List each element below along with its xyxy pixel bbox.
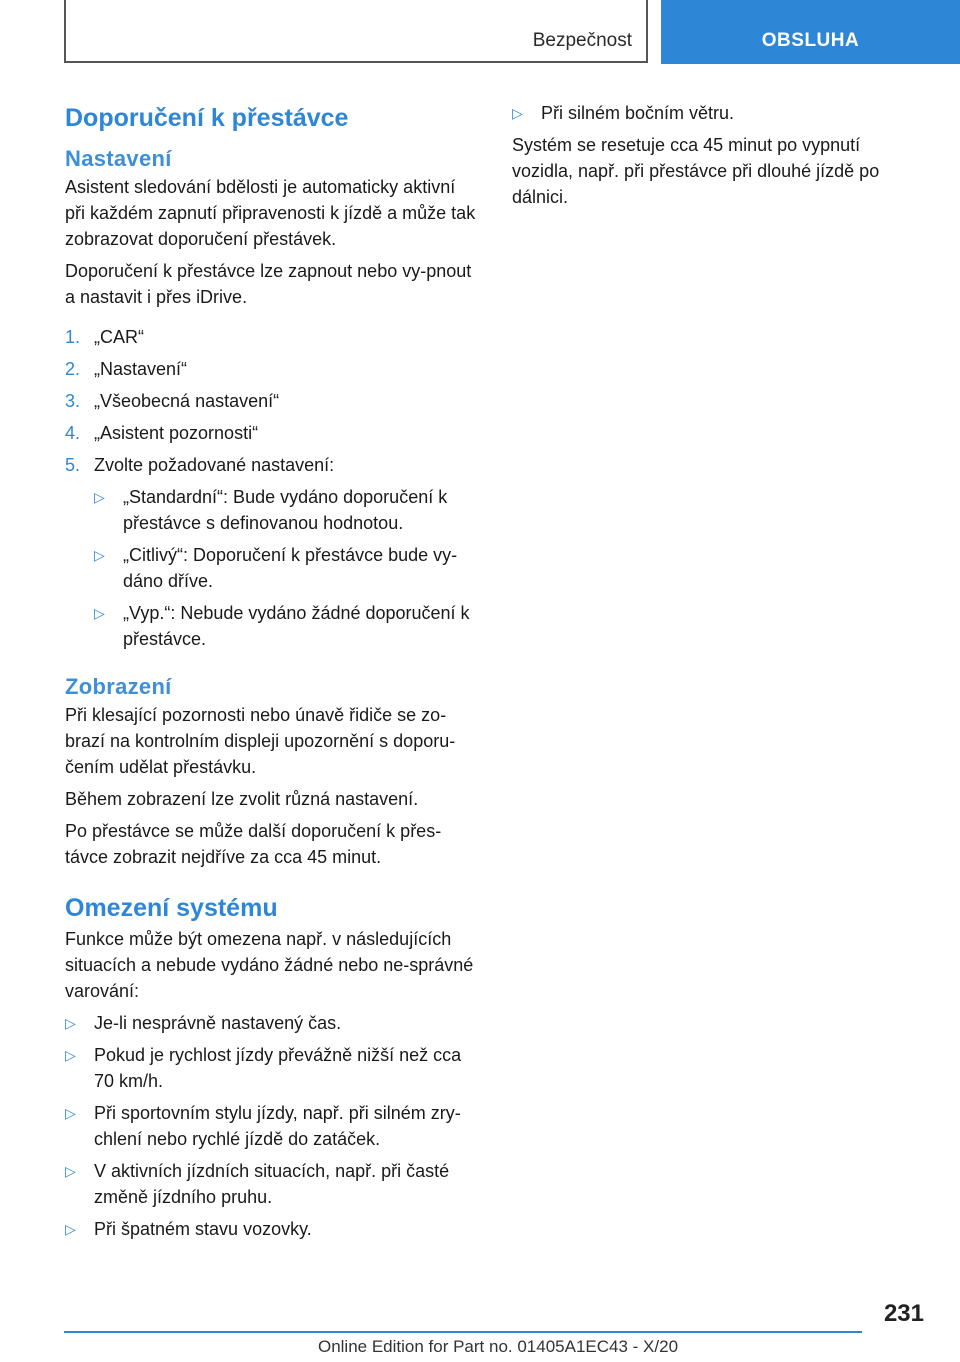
list-item	[65, 356, 480, 382]
triangle-bullet-icon: ▷	[94, 605, 105, 621]
list-item	[94, 484, 480, 536]
step-number: 4.	[65, 423, 81, 443]
paragraph: Asistent sledování bdělosti je automaticky aktivní při každém zapnutí připravenosti k jízdě a může tak zobrazovat doporučení přestávek.	[65, 177, 476, 249]
heading-break-recommendation: Doporučení k přestávce	[65, 104, 349, 132]
list-item	[94, 542, 480, 594]
option-text: „Standardní“: Bude vydáno doporučení k přestávce s definovanou hodnotou.	[123, 487, 448, 533]
paragraph: Během zobrazení lze zvolit různá nastavení.	[65, 789, 419, 809]
list-item	[94, 600, 480, 652]
list-item	[65, 1042, 480, 1094]
list-item	[512, 100, 912, 126]
limit-text: Je-li nesprávně nastavený čas.	[94, 1013, 342, 1033]
left-column	[65, 100, 480, 1242]
list-item	[65, 1158, 480, 1210]
step-text: „CAR“	[94, 327, 144, 347]
paragraph: Při klesající pozornosti nebo únavě řidiče se zo-brazí na kontrolním displeji upozornění s doporu-čením udělat přestávku.	[65, 705, 456, 777]
step-number: 1.	[65, 327, 81, 347]
step-text: „Všeobecná nastavení“	[94, 391, 280, 411]
limit-text: V aktivních jízdních situacích, např. při časté změně jízdního pruhu.	[94, 1161, 450, 1207]
triangle-bullet-icon: ▷	[94, 489, 105, 505]
header-chapter-tab	[661, 0, 960, 64]
list-item	[65, 324, 480, 350]
triangle-bullet-icon: ▷	[65, 1221, 76, 1237]
limits-list	[65, 1010, 480, 1242]
page-number: 231	[883, 1300, 924, 1327]
limit-text: Při silném bočním větru.	[541, 103, 735, 123]
header-section-box	[64, 0, 648, 63]
step-text: „Asistent pozornosti“	[94, 423, 259, 443]
option-text: „Citlivý“: Doporučení k přestávce bude vy-dáno dříve.	[123, 545, 458, 591]
header-section-title: Bezpečnost	[532, 30, 632, 51]
paragraph: Funkce může být omezena např. v následujících situacích a nebude vydáno žádné nebo ne-správné varování:	[65, 929, 474, 1001]
limit-text: Pokud je rychlost jízdy převážně nižší než cca 70 km/h.	[94, 1045, 462, 1091]
steps-list	[65, 324, 480, 652]
step-text: „Nastavení“	[94, 359, 188, 379]
right-column	[512, 100, 912, 210]
step-text: Zvolte požadované nastavení:	[94, 455, 335, 475]
heading-display: Zobrazení	[65, 674, 172, 699]
paragraph: Po přestávce se může další doporučení k přes-távce zobrazit nejdříve za cca 45 minut.	[65, 821, 442, 867]
triangle-bullet-icon: ▷	[65, 1163, 76, 1179]
triangle-bullet-icon: ▷	[65, 1105, 76, 1121]
list-item	[65, 420, 480, 446]
triangle-bullet-icon: ▷	[65, 1015, 76, 1031]
header-chapter-title: OBSLUHA	[761, 30, 860, 51]
list-item	[65, 1216, 480, 1242]
paragraph: Doporučení k přestávce lze zapnout nebo vy-pnout a nastavit i přes iDrive.	[65, 261, 472, 307]
triangle-bullet-icon: ▷	[512, 105, 523, 121]
list-item	[65, 452, 480, 478]
limit-text: Při sportovním stylu jízdy, např. při silném zry-chlení nebo rychlé jízdě do zatáček.	[94, 1103, 461, 1149]
footer-divider	[64, 1331, 862, 1333]
step-number: 3.	[65, 391, 81, 411]
step-number: 5.	[65, 455, 81, 475]
footer-edition: Online Edition for Part no. 01405A1EC43 - X/20	[317, 1337, 679, 1356]
heading-system-limits: Omezení systému	[65, 894, 278, 922]
triangle-bullet-icon: ▷	[94, 547, 105, 563]
limit-text: Při špatném stavu vozovky.	[94, 1219, 312, 1239]
option-text: „Vyp.“: Nebude vydáno žádné doporučení k přestávce.	[123, 603, 470, 649]
step-number: 2.	[65, 359, 81, 379]
list-item	[65, 388, 480, 414]
heading-settings: Nastavení	[65, 146, 172, 171]
list-item	[65, 1100, 480, 1152]
paragraph: Systém se resetuje cca 45 minut po vypnutí vozidla, např. při přestávce při dlouhé jízdě po dálnici.	[512, 135, 880, 207]
options-list	[65, 484, 480, 652]
triangle-bullet-icon: ▷	[65, 1047, 76, 1063]
list-item	[65, 1010, 480, 1036]
